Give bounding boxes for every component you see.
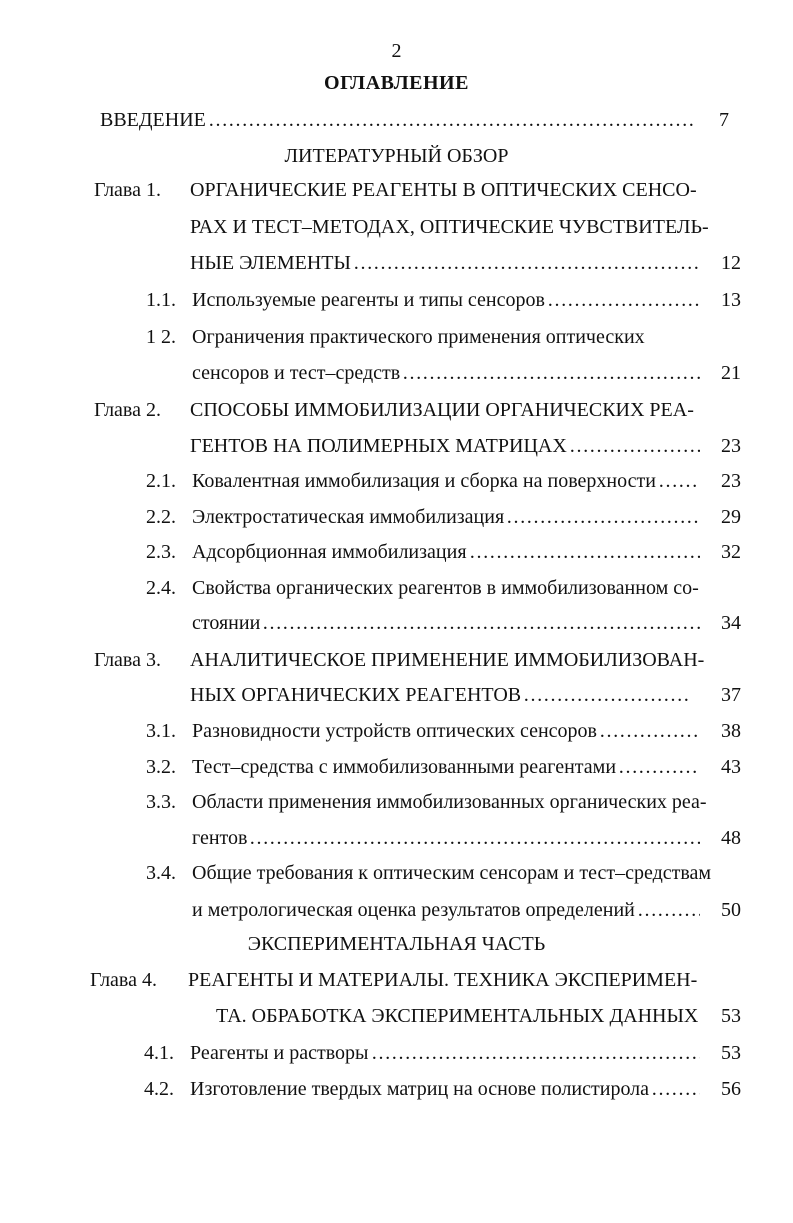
toc-section-1-2[interactable] [0, 323, 793, 351]
toc-chapter-2[interactable] [0, 396, 793, 424]
section-label: 3.4. [146, 862, 176, 884]
chapter-title-line: ГЕНТОВ НА ПОЛИМЕРНЫХ МАТРИЦАХ [190, 435, 567, 457]
toc-section-4-1[interactable] [0, 1039, 793, 1067]
toc-chapter-1-end[interactable] [0, 249, 793, 277]
section-label: 2.3. [146, 541, 176, 563]
chapter-title-line: АНАЛИТИЧЕСКОЕ ПРИМЕНЕНИЕ ИММОБИЛИЗОВАН- [190, 649, 705, 671]
toc-page-number: 21 [721, 362, 741, 384]
section-title-line: сенсоров и тест–средств [192, 362, 401, 384]
toc-section-3-3-cont[interactable] [0, 824, 793, 852]
chapter-title-line: ОРГАНИЧЕСКИЕ РЕАГЕНТЫ В ОПТИЧЕСКИХ СЕНСО- [190, 179, 697, 201]
section-label: 2.2. [146, 506, 176, 528]
toc-page-number: 56 [721, 1078, 741, 1100]
toc-page-number: 12 [721, 252, 741, 274]
leader-dots [353, 249, 700, 277]
section-title-line: Свойства органических реагентов в иммобилизованном со- [192, 577, 699, 599]
section-title: Разновидности устройств оптических сенсоров [192, 720, 597, 742]
chapter-title-line: РАХ И ТЕСТ–МЕТОДАХ, ОПТИЧЕСКИЕ ЧУВСТВИТЕЛЬ- [190, 216, 709, 238]
toc-entry-text: ВВЕДЕНИЕ [100, 109, 206, 131]
toc-section-3-1[interactable] [0, 717, 793, 745]
toc-section-2-4[interactable] [0, 574, 793, 602]
toc-section-2-4-cont[interactable] [0, 609, 793, 637]
leader-dots [371, 1039, 700, 1067]
toc-section-3-3[interactable] [0, 788, 793, 816]
section-title: Изготовление твердых матриц на основе полистирола [190, 1078, 650, 1100]
section-title: Электростатическая иммобилизация [192, 506, 505, 528]
section-label: 1.1. [146, 289, 176, 311]
leader-dots [637, 896, 700, 924]
toc-section-4-2[interactable] [0, 1075, 793, 1103]
chapter-title-line: НЫХ ОРГАНИЧЕСКИХ РЕАГЕНТОВ [190, 684, 522, 706]
section-label: 2.1. [146, 470, 176, 492]
toc-page-number: 53 [721, 1042, 741, 1064]
toc-page-number: 48 [721, 827, 741, 849]
chapter-label: Глава 3. [94, 649, 161, 671]
section-label: 4.1. [144, 1042, 174, 1064]
leader-dots [547, 286, 700, 314]
toc-page-number: 23 [721, 435, 741, 457]
toc-page-number: 23 [721, 470, 741, 492]
leader-dots [208, 106, 696, 134]
toc-page-number: 37 [721, 684, 741, 706]
section-title: Ковалентная иммобилизация и сборка на поверхности [192, 470, 656, 492]
page-title: ОГЛАВЛЕНИЕ [324, 72, 469, 94]
section-title-line: и метрологическая оценка результатов определений [192, 899, 635, 921]
section-title: Используемые реагенты и типы сенсоров [192, 289, 545, 311]
chapter-title-line: СПОСОБЫ ИММОБИЛИЗАЦИИ ОРГАНИЧЕСКИХ РЕА- [190, 399, 694, 421]
leader-dots [658, 467, 700, 495]
chapter-label: Глава 4. [90, 969, 157, 991]
toc-section-3-2[interactable] [0, 753, 793, 781]
toc-page-number: 53 [721, 1005, 741, 1027]
page-number: 2 [391, 40, 402, 62]
leader-dots [506, 503, 700, 531]
toc-chapter-1[interactable] [0, 176, 793, 204]
toc-chapter-4-cont[interactable] [0, 1002, 793, 1030]
section-title-line: стоянии [192, 612, 261, 634]
toc-section-1-2-cont[interactable] [0, 359, 793, 387]
toc-section-2-3[interactable] [0, 538, 793, 566]
chapter-title-line: НЫЕ ЭЛЕМЕНТЫ [190, 252, 351, 274]
toc-section-3-4-cont[interactable] [0, 896, 793, 924]
chapter-title-line: РЕАГЕНТЫ И МАТЕРИАЛЫ. ТЕХНИКА ЭКСПЕРИМЕН- [188, 969, 698, 991]
section-label: 2.4. [146, 577, 176, 599]
section-title-line: Общие требования к оптическим сенсорам и тест–средствам [192, 862, 712, 884]
chapter-title-line: ТА. ОБРАБОТКА ЭКСПЕРИМЕНТАЛЬНЫХ ДАННЫХ [216, 1005, 699, 1027]
section-label: 3.1. [146, 720, 176, 742]
leader-dots [651, 1075, 700, 1103]
toc-page-number: 43 [721, 756, 741, 778]
toc-chapter-4[interactable] [0, 966, 793, 994]
toc-page-number: 29 [721, 506, 741, 528]
leader-dots [249, 824, 700, 852]
toc-page-number: 50 [721, 899, 741, 921]
toc-section-3-4[interactable] [0, 859, 793, 887]
section-label: 1 2. [146, 326, 176, 348]
section-title: Тест–средства с иммобилизованными реагентами [192, 756, 617, 778]
leader-dots [618, 753, 700, 781]
chapter-label: Глава 1. [94, 179, 161, 201]
section-title: Реагенты и растворы [190, 1042, 369, 1064]
section-title-line: Области применения иммобилизованных органических реа- [192, 791, 707, 813]
toc-page-number: 32 [721, 541, 741, 563]
section-heading-literature: ЛИТЕРАТУРНЫЙ ОБЗОР [284, 145, 509, 167]
toc-chapter-1-cont[interactable] [0, 213, 793, 241]
section-title: Адсорбционная иммобилизация [192, 541, 467, 563]
leader-dots [469, 538, 700, 566]
leader-dots [569, 432, 700, 460]
toc-chapter-3[interactable] [0, 646, 793, 674]
leader-dots [523, 681, 688, 709]
toc-section-1-1[interactable] [0, 286, 793, 314]
toc-page-number: 38 [721, 720, 741, 742]
leader-dots [402, 359, 700, 387]
toc-page-number: 13 [721, 289, 741, 311]
toc-section-2-1[interactable] [0, 467, 793, 495]
toc-section-2-2[interactable] [0, 503, 793, 531]
toc-chapter-2-cont[interactable] [0, 432, 793, 460]
toc-entry-intro[interactable] [0, 106, 793, 134]
toc-chapter-3-cont[interactable] [0, 681, 793, 709]
section-title-line: Ограничения практического применения оптических [192, 326, 645, 348]
section-heading-experimental: ЭКСПЕРИМЕНТАЛЬНАЯ ЧАСТЬ [247, 933, 546, 955]
section-label: 3.3. [146, 791, 176, 813]
section-label: 4.2. [144, 1078, 174, 1100]
chapter-label: Глава 2. [94, 399, 161, 421]
toc-page-number: 7 [719, 109, 729, 131]
section-title-line: гентов [192, 827, 248, 849]
leader-dots [262, 609, 700, 637]
toc-page-number: 34 [721, 612, 741, 634]
section-label: 3.2. [146, 756, 176, 778]
leader-dots [599, 717, 700, 745]
